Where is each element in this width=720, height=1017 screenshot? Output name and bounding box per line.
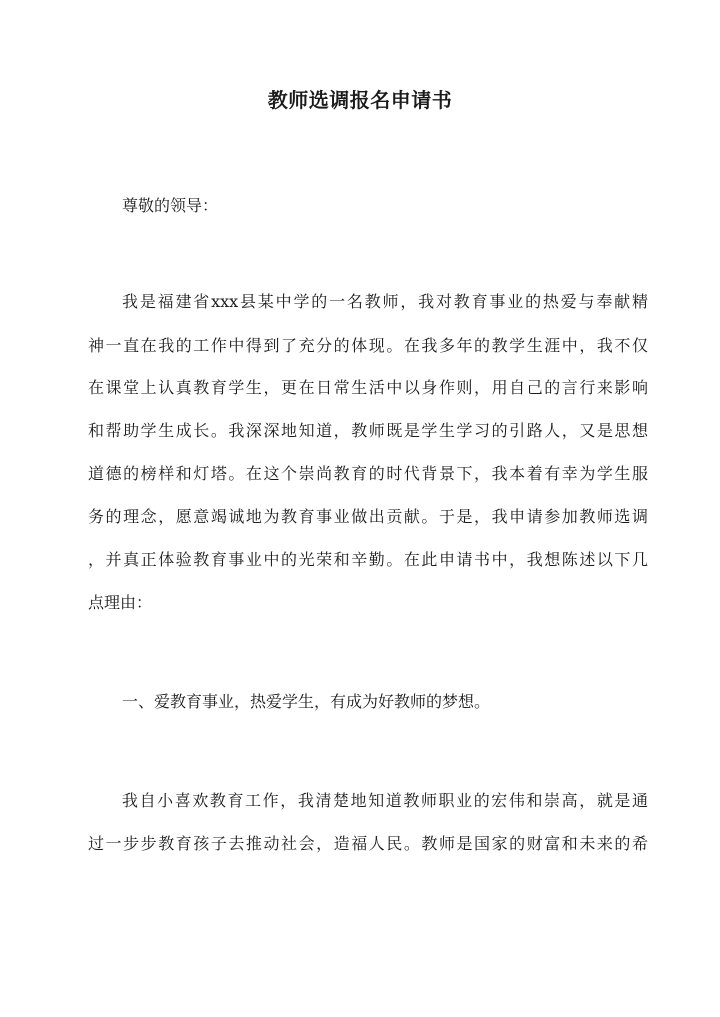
paragraph-1-line-4: 和帮助学生成长。我深深地知道，教师既是学生学习的引路人，又是思想 (88, 421, 648, 440)
paragraph-1-line-3: 在课堂上认真教育学生，更在日常生活中以身作则，用自己的言行来影响 (88, 378, 648, 397)
paragraph-1-line-2: 神一直在我的工作中得到了充分的体现。在我多年的教学生涯中，我不仅 (88, 336, 648, 355)
paragraph-1-line-8: 点理由： (88, 593, 153, 612)
salutation: 尊敬的领导： (122, 196, 219, 215)
section-1-line-1: 我自小喜欢教育工作，我清楚地知道教师职业的宏伟和崇高，就是通 (122, 791, 648, 810)
section-1-heading: 一、爱教育事业，热爱学生，有成为好教师的梦想。 (122, 692, 491, 711)
paragraph-1-line-7: ，并真正体验教育事业中的光荣和辛勤。在此申请书中，我想陈述以下几 (88, 550, 648, 569)
paragraph-1-line-5: 道德的榜样和灯塔。在这个崇尚教育的时代背景下，我本着有幸为学生服 (88, 464, 648, 483)
paragraph-1-line-6: 务的理念，愿意竭诚地为教育事业做出贡献。于是，我申请参加教师选调 (88, 507, 648, 526)
document-title: 教师选调报名申请书 (267, 88, 453, 112)
paragraph-1-line-1: 我是福建省xxx县某中学的一名教师，我对教育事业的热爱与奉献精 (122, 292, 648, 311)
section-1-line-2: 过一步步教育孩子去推动社会，造福人民。教师是国家的财富和未来的希 (88, 834, 648, 853)
